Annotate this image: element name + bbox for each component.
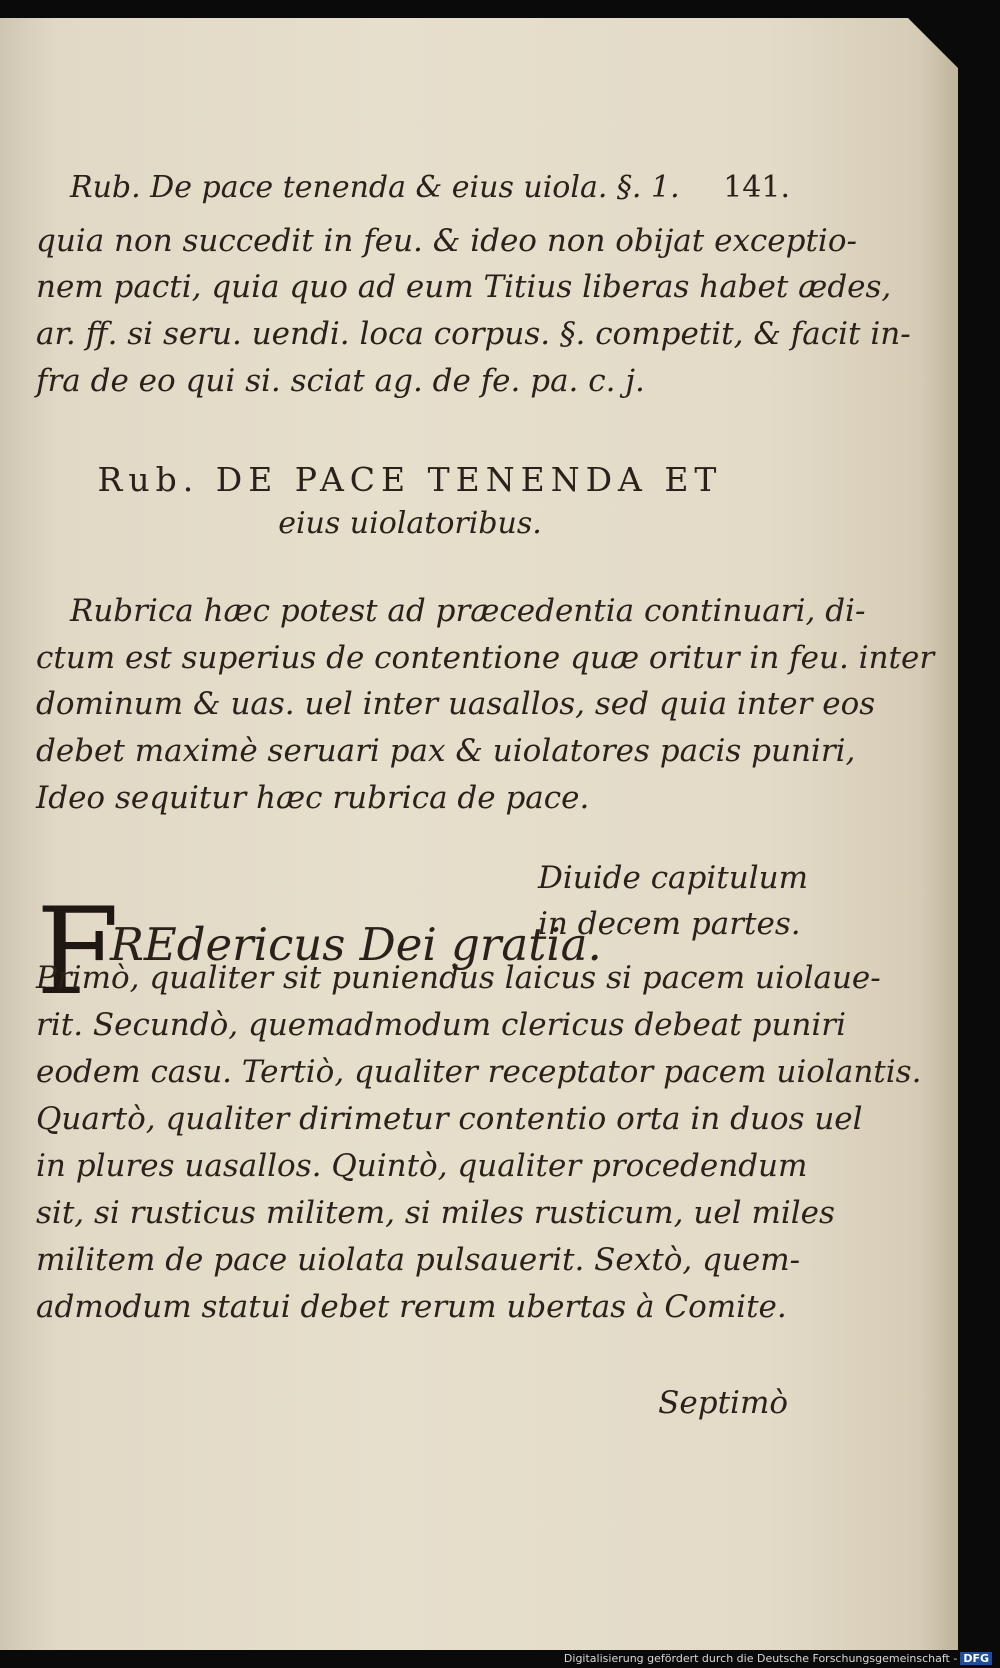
rubric-subheading: eius uiolatoribus. xyxy=(278,506,542,541)
intro-line: ar. ff. si seru. uendi. loca corpus. §. competit, & facit in- xyxy=(36,316,911,352)
running-head-title: Rub. De pace tenenda & eius uiola. §. 1. xyxy=(70,170,680,205)
chapter-opening: REdericus Dei gratia. xyxy=(110,918,602,971)
chapter-line: admodum statui debet rerum ubertas à Comite. xyxy=(36,1289,787,1325)
intro-line: fra de eo qui si. sciat ag. de fe. pa. c. j. xyxy=(36,363,645,399)
dfg-logo: DFG xyxy=(960,1652,992,1665)
chapter-side-line: in decem partes. xyxy=(538,906,801,942)
chapter-side-line: Diuide capitulum xyxy=(538,860,808,896)
intro-line: nem pacti, quia quo ad eum Titius liberas habet ædes, xyxy=(36,269,892,305)
book-page xyxy=(0,18,958,1650)
summary-line: Ideo sequitur hæc rubrica de pace. xyxy=(36,780,590,816)
digitization-credit xyxy=(564,1652,992,1665)
torn-corner xyxy=(908,18,958,68)
page-number: 141. xyxy=(723,170,790,205)
rubric-heading: Rub. DE PACE TENENDA ET xyxy=(97,460,723,499)
summary-line: debet maximè seruari pax & uiolatores pacis puniri, xyxy=(36,733,856,769)
chapter-line: eodem casu. Tertiò, qualiter receptator pacem uiolantis. xyxy=(36,1054,922,1090)
chapter-line: militem de pace uiolata pulsauerit. Sextò, quem- xyxy=(36,1242,801,1278)
catchword: Septimò xyxy=(658,1385,788,1421)
chapter-line: Quartò, qualiter dirimetur contentio orta in duos uel xyxy=(36,1101,863,1137)
summary-line: dominum & uas. uel inter uasallos, sed quia inter eos xyxy=(36,686,876,722)
drop-cap: F xyxy=(36,883,120,1022)
chapter-line: Primò, qualiter sit puniendus laicus si pacem uiolaue- xyxy=(36,960,881,996)
credit-text: Digitalisierung gefördert durch die Deutsche Forschungsgemeinschaft - xyxy=(563,1652,958,1665)
chapter-line: sit, si rusticus militem, si miles rusticum, uel miles xyxy=(36,1195,835,1231)
chapter-line: in plures uasallos. Quintò, qualiter procedendum xyxy=(36,1148,808,1184)
summary-line: ctum est superius de contentione quæ oritur in feu. inter xyxy=(36,640,935,676)
intro-line: quia non succedit in feu. & ideo non obijat exceptio- xyxy=(36,223,857,259)
chapter-line: rit. Secundò, quemadmodum clericus debeat puniri xyxy=(36,1007,847,1043)
summary-line: Rubrica hæc potest ad præcedentia continuari, di- xyxy=(70,593,866,629)
running-head xyxy=(70,170,790,205)
